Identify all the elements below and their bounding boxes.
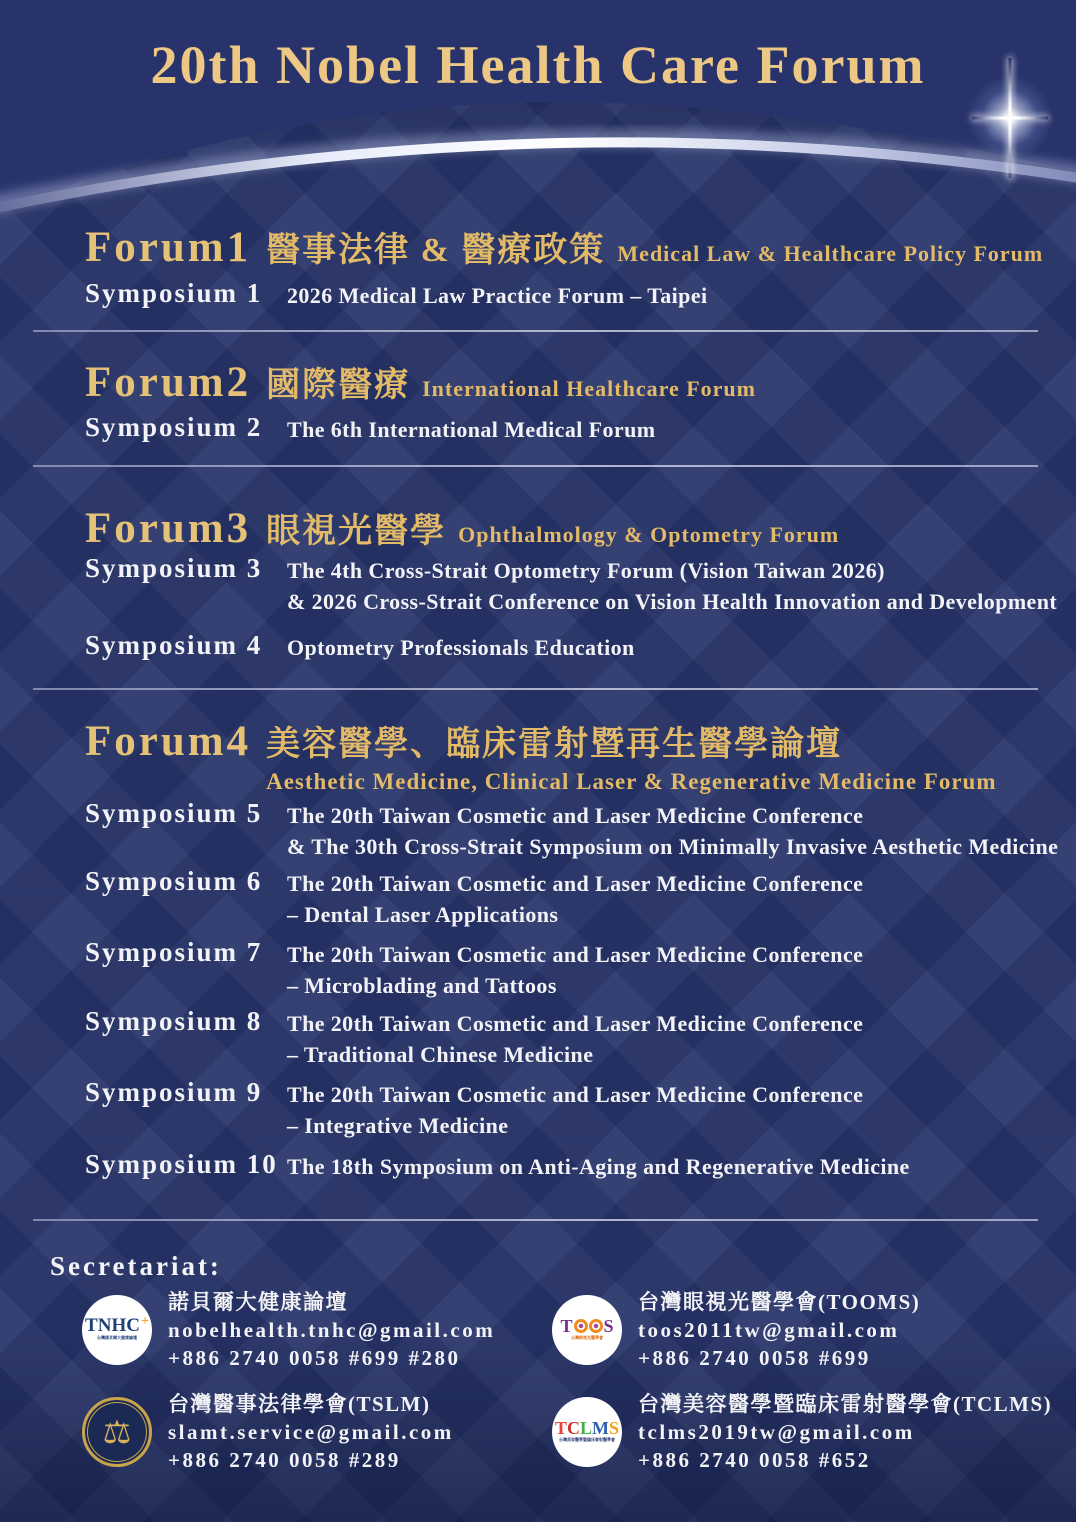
scales-of-justice-icon: ⚖ — [102, 1413, 132, 1451]
contact-tooms — [552, 1288, 920, 1372]
symposium-title-line: The 20th Taiwan Cosmetic and Laser Medicine Conference — [287, 803, 864, 828]
forum-1-heading — [85, 222, 1043, 272]
forum-3-title-en: Ophthalmology & Optometry Forum — [458, 522, 840, 547]
symposium-row-1 — [85, 278, 708, 311]
star-sparkle-icon — [964, 58, 1056, 178]
section-divider — [33, 330, 1038, 332]
symposium-label: Symposium 1 — [85, 278, 263, 308]
symposium-label: Symposium 3 — [85, 553, 263, 583]
tclms-logo — [552, 1397, 622, 1467]
symposium-label: Symposium 2 — [85, 412, 263, 442]
tclms-logo-subtext: 台灣美容醫學暨臨床雷射醫學會 — [559, 1437, 615, 1442]
forum-4-label: Forum4 — [85, 718, 252, 765]
toos-logo-subtext: 台灣眼視光醫學會 — [571, 1335, 603, 1340]
org-name: 諾貝爾大健康論壇 — [168, 1290, 348, 1314]
page-title: 20th Nobel Health Care Forum — [150, 35, 926, 95]
symposium-label: Symposium 8 — [85, 1006, 263, 1036]
org-email: tclms2019tw@gmail.com — [638, 1420, 915, 1444]
forum-2-title-zh: 國際醫療 — [266, 367, 411, 404]
symposium-title-line: – Microblading and Tattoos — [287, 973, 557, 998]
tclms-logo-letter: T — [554, 1417, 567, 1438]
symposium-title-line: The 20th Taiwan Cosmetic and Laser Medicine Conference — [287, 871, 864, 896]
section-divider — [33, 465, 1038, 467]
org-name: 台灣醫事法律學會(TSLM) — [168, 1392, 431, 1416]
symposium-title-line: – Traditional Chinese Medicine — [287, 1042, 594, 1067]
secretariat-heading: Secretariat: — [50, 1251, 222, 1281]
forum-2-title-en: International Healthcare Forum — [422, 376, 756, 401]
forum-3-heading — [85, 503, 839, 553]
tclms-logo-letter: L — [579, 1417, 592, 1438]
symposium-label: Symposium 7 — [85, 937, 263, 967]
forum-4-heading — [85, 716, 997, 795]
star-ray-horizontal — [972, 117, 1048, 120]
org-phone: +886 2740 0058 #699 #280 — [168, 1346, 461, 1370]
symposium-row-4 — [85, 630, 635, 663]
tclms-logo-letter: C — [566, 1417, 580, 1438]
symposium-title-line: 2026 Medical Law Practice Forum – Taipei — [287, 283, 708, 308]
eyeglasses-icon — [574, 1319, 588, 1333]
tnhc-logo-text: TNHC — [85, 1315, 140, 1336]
forum-4-title-en: Aesthetic Medicine, Clinical Laser & Regenerative Medicine Forum — [266, 769, 997, 794]
org-email: slamt.service@gmail.com — [168, 1420, 454, 1444]
symposium-title-line: The 20th Taiwan Cosmetic and Laser Medicine Conference — [287, 1082, 864, 1107]
org-email: toos2011tw@gmail.com — [638, 1318, 900, 1342]
section-divider — [33, 688, 1038, 690]
toos-logo-letter: T — [560, 1315, 573, 1336]
forum-3-title-zh: 眼視光醫學 — [266, 513, 447, 550]
symposium-title-line: The 20th Taiwan Cosmetic and Laser Medicine Conference — [287, 942, 864, 967]
symposium-label: Symposium 6 — [85, 866, 263, 896]
forum-1-title-en: Medical Law & Healthcare Policy Forum — [617, 241, 1044, 266]
plus-icon: + — [140, 1313, 149, 1329]
org-phone: +886 2740 0058 #699 — [638, 1346, 871, 1370]
symposium-label: Symposium 9 — [85, 1077, 263, 1107]
contact-tslm — [82, 1390, 454, 1474]
contact-tnhc — [82, 1288, 495, 1372]
symposium-title-line: The 18th Symposium on Anti-Aging and Regenerative Medicine — [287, 1154, 910, 1179]
symposium-title-line: & The 30th Cross-Strait Symposium on Minimally Invasive Aesthetic Medicine — [287, 834, 1059, 859]
toos-logo-letter: S — [603, 1315, 614, 1336]
symposium-row-5 — [85, 798, 1058, 862]
forum-2-label: Forum2 — [85, 359, 252, 406]
tnhc-logo — [82, 1295, 152, 1365]
org-name: 台灣美容醫學暨臨床雷射醫學會(TCLMS) — [638, 1392, 1053, 1416]
org-email: nobelhealth.tnhc@gmail.com — [168, 1318, 496, 1342]
symposium-row-3 — [85, 553, 1057, 617]
org-name: 台灣眼視光醫學會(TOOMS) — [638, 1290, 921, 1314]
symposium-row-10 — [85, 1149, 910, 1182]
org-phone: +886 2740 0058 #652 — [638, 1448, 871, 1472]
forum-1-title-zh: 醫事法律 & 醫療政策 — [266, 232, 606, 269]
section-divider — [33, 1219, 1038, 1221]
eyeglasses-icon — [589, 1319, 603, 1333]
symposium-title-line: The 6th International Medical Forum — [287, 417, 656, 442]
symposium-title-line: Optometry Professionals Education — [287, 635, 635, 660]
symposium-row-6 — [85, 866, 863, 930]
symposium-row-9 — [85, 1077, 863, 1141]
toos-logo — [552, 1295, 622, 1365]
tclms-logo-letter: S — [609, 1417, 620, 1438]
symposium-label: Symposium 4 — [85, 630, 263, 660]
org-phone: +886 2740 0058 #289 — [168, 1448, 401, 1472]
symposium-title-line: The 4th Cross-Strait Optometry Forum (Vision Taiwan 2026) — [287, 558, 885, 583]
tclms-logo-letter: M — [592, 1417, 609, 1438]
symposium-title-line: – Dental Laser Applications — [287, 902, 559, 927]
forum-3-label: Forum3 — [85, 505, 252, 552]
symposium-title-line: – Integrative Medicine — [287, 1113, 509, 1138]
forum-1-label: Forum1 — [85, 224, 252, 271]
tnhc-logo-subtext: 台灣諾貝爾大健康論壇 — [97, 1335, 137, 1340]
symposium-label: Symposium 10 — [85, 1149, 278, 1179]
contact-tclms — [552, 1390, 1052, 1474]
symposium-title-line: The 20th Taiwan Cosmetic and Laser Medicine Conference — [287, 1011, 864, 1036]
symposium-label: Symposium 5 — [85, 798, 263, 828]
forum-4-title-zh: 美容醫學、臨床雷射暨再生醫學論壇 — [266, 726, 843, 763]
forum-2-heading — [85, 357, 756, 407]
symposium-row-8 — [85, 1006, 863, 1070]
symposium-title-line: & 2026 Cross-Strait Conference on Vision Health Innovation and Development — [287, 589, 1058, 614]
symposium-row-7 — [85, 937, 863, 1001]
tslm-logo — [82, 1397, 152, 1467]
symposium-row-2 — [85, 412, 655, 445]
